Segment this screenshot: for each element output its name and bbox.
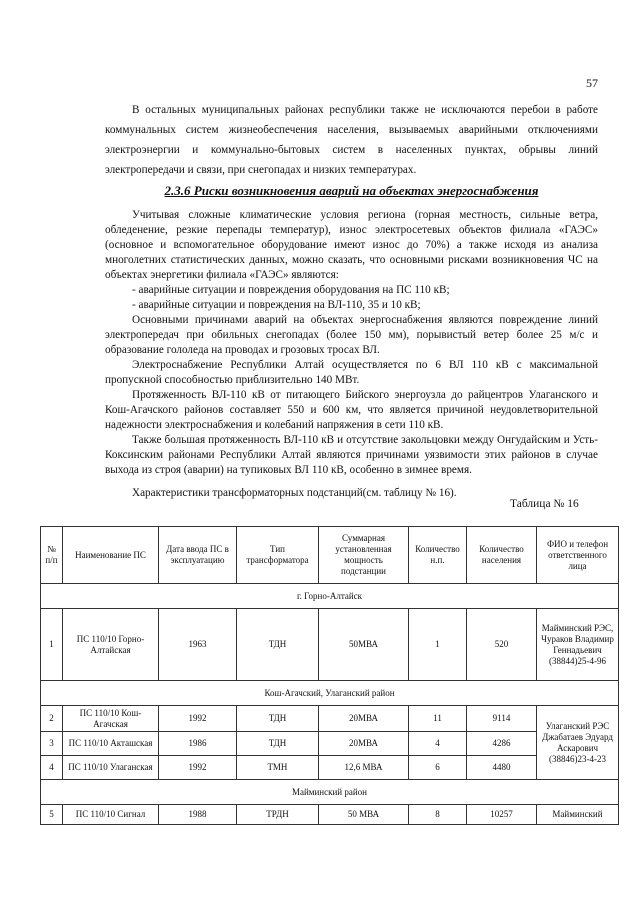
table-cell: 50 МВА <box>319 805 409 825</box>
table-cell: 20МВА <box>319 732 409 756</box>
paragraph: Характеристики трансформаторных подстанций(см. таблицу № 16). <box>132 487 457 499</box>
table-cell: 4286 <box>467 732 537 756</box>
header-cell: Наименование ПС <box>63 527 159 584</box>
table-cell: 5 <box>41 805 63 825</box>
table-cell: ПС 110/10 Акташская <box>63 732 159 756</box>
table-cell: 4 <box>41 756 63 780</box>
table-cell: ПС 110/10 Улаганская <box>63 756 159 780</box>
table-cell: 2 <box>41 706 63 732</box>
body-text <box>105 208 598 501</box>
table-cell: Улаганский РЭС Джабатаев Эдуард Аскарович (38846)23-4-23 <box>537 706 619 780</box>
intro-paragraph: В остальных муниципальных районах республики также не исключаются перебои в работе коммунальных систем жизнеобеспечения населения, вызываемых аварийными отключениями электроэнергии и коммунально-бытовых систем в населенных пунктах, обрывы линий электропередачи и связи, при снегопадах и низких температурах. <box>105 104 598 176</box>
table-group-row <box>41 584 619 609</box>
table-header-row <box>41 527 619 584</box>
table-row <box>41 732 619 756</box>
table-group-row <box>41 780 619 805</box>
paragraph: Учитывая сложные климатические условия региона (горная местность, сильные ветра, обледенение, резкие перепады температур), износ электросетевых объектов филиала «ГАЭС» (основное и вспомогательное оборудование имеют износ до 70%) а также исходя из анализа многолетних статистических данных, можно сказать, что основными рисками возникновения ЧС на объектах энергетики филиала «ГАЭС» являются: <box>105 209 598 281</box>
table-cell: 1 <box>409 609 467 681</box>
paragraph: Протяженность ВЛ-110 кВ от питающего Бийского энергоузла до райцентров Улаганского и Кош-Агачского районов составляет 550 и 600 км, что является причиной неудовлетворительной надежности электроснабжения и колебаний напряжения в сети 110 кВ. <box>105 389 598 431</box>
table-row <box>41 756 619 780</box>
table-cell: 50МВА <box>319 609 409 681</box>
table-row <box>41 706 619 732</box>
table-cell: 1963 <box>159 609 237 681</box>
header-cell: № п/п <box>41 527 63 584</box>
table-cell: ТДН <box>237 706 319 732</box>
header-cell: Тип трансформатора <box>237 527 319 584</box>
paragraph: Также большая протяженность ВЛ-110 кВ и отсутствие закольцовки между Онгудайским и Усть-Коксинским районами Республики Алтай являются причинами уязвимости этих районов в случае выхода из строя (аварии) на тупиковых ВЛ 110 кВ, особенно в зимнее время. <box>105 434 598 476</box>
table-cell: 4480 <box>467 756 537 780</box>
table-cell: ПС 110/10 Горно-Алтайская <box>63 609 159 681</box>
table-cell: 6 <box>409 756 467 780</box>
section-heading: 2.3.6 Риски возникновения аварий на объектах энергоснабжения <box>164 183 539 198</box>
table-cell: 1986 <box>159 732 237 756</box>
substations-table <box>40 526 619 825</box>
table-cell: 1992 <box>159 756 237 780</box>
table-cell: Майминский <box>537 805 619 825</box>
table-cell: ТМН <box>237 756 319 780</box>
group-label: Майминский район <box>41 780 619 805</box>
header-cell: Дата ввода ПС в эксплуатацию <box>159 527 237 584</box>
table-cell: ПС 110/10 Сигнал <box>63 805 159 825</box>
list-item: - аварийные ситуации и повреждения оборудования на ПС 110 кВ; <box>132 284 450 296</box>
table-cell: 520 <box>467 609 537 681</box>
table-cell: Майминский РЭС, Чураков Владимир Геннадьевич (38844)25-4-96 <box>537 609 619 681</box>
table-row <box>41 805 619 825</box>
table-cell: ТРДН <box>237 805 319 825</box>
group-label: Кош-Агачский, Улаганский район <box>41 681 619 706</box>
group-label: г. Горно-Алтайск <box>41 584 619 609</box>
table-cell: 12,6 МВА <box>319 756 409 780</box>
page-number: 57 <box>586 76 598 90</box>
table-cell: 1988 <box>159 805 237 825</box>
table-group-row <box>41 681 619 706</box>
table-cell: 1992 <box>159 706 237 732</box>
table-cell: ПС 110/10 Кош-Агачская <box>63 706 159 732</box>
table-cell: 4 <box>409 732 467 756</box>
header-cell: Суммарная установленная мощность подстанции <box>319 527 409 584</box>
paragraph: Основными причинами аварий на объектах энергоснабжения являются повреждение линий электропередач при обильных снегопадах (более 150 мм), порывистый ветер более 25 м/с и образование гололеда на проводах и грозовых тросах ВЛ. <box>105 314 598 356</box>
table-cell: 9114 <box>467 706 537 732</box>
paragraph: Электроснабжение Республики Алтай осуществляется по 6 ВЛ 110 кВ с максимальной пропускной способностью приблизительно 140 МВт. <box>105 359 598 386</box>
table-cell: 3 <box>41 732 63 756</box>
header-cell: Количество н.п. <box>409 527 467 584</box>
table-cell: 10257 <box>467 805 537 825</box>
table-cell: ТДН <box>237 732 319 756</box>
table-cell: 11 <box>409 706 467 732</box>
table-cell: 1 <box>41 609 63 681</box>
table-cell: 20МВА <box>319 706 409 732</box>
list-item: - аварийные ситуации и повреждения на ВЛ-110, 35 и 10 кВ; <box>132 299 421 311</box>
header-cell: ФИО и телефон ответственного лица <box>537 527 619 584</box>
table-caption: Таблица № 16 <box>510 498 579 510</box>
intro-block <box>105 100 598 180</box>
table-cell: 8 <box>409 805 467 825</box>
header-cell: Количество населения <box>467 527 537 584</box>
table-row <box>41 609 619 681</box>
table-cell: ТДН <box>237 609 319 681</box>
